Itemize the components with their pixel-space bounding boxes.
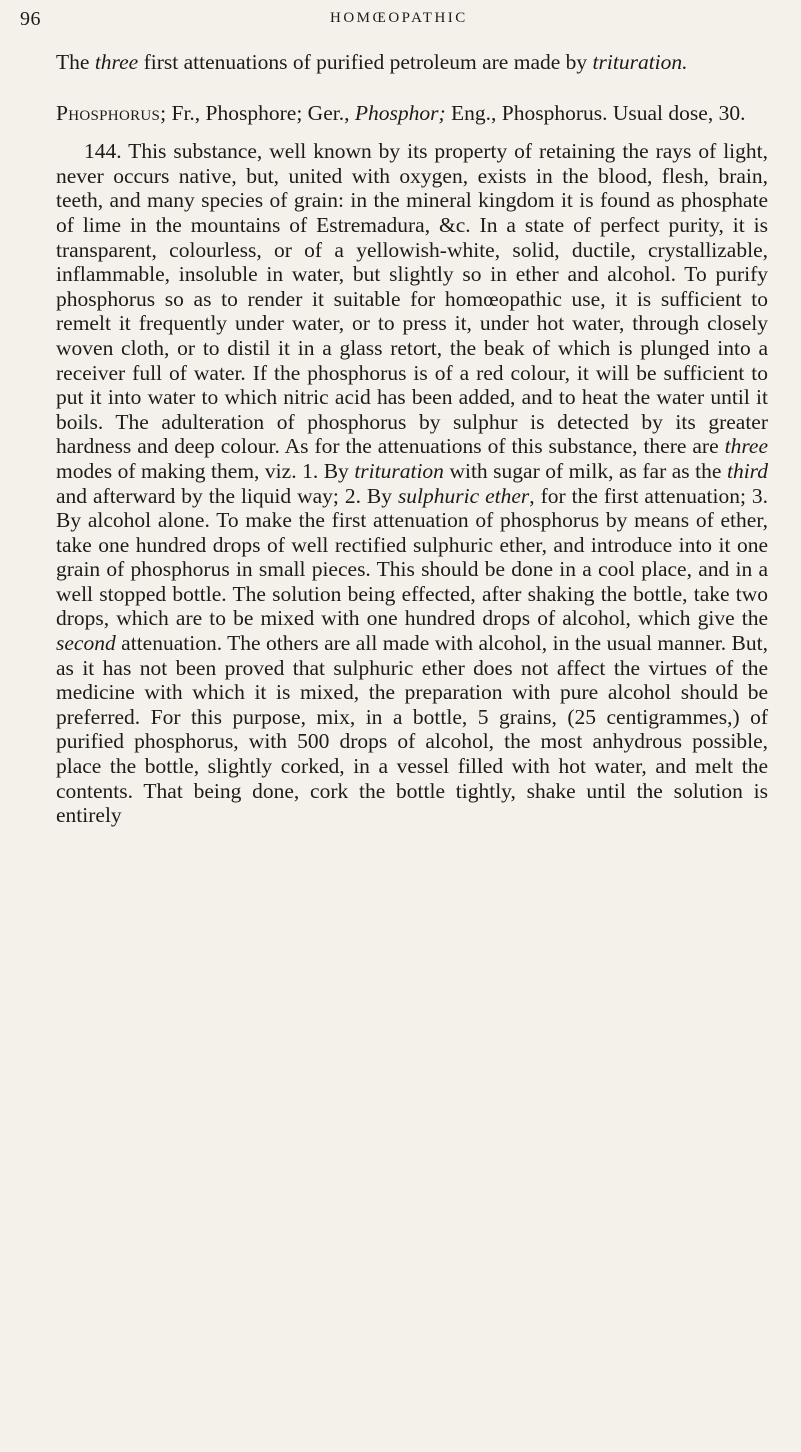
text-span: ; Fr., Phosphore; Ger., xyxy=(160,100,355,125)
intro-paragraph xyxy=(56,50,768,75)
italic-text: sulphuric ether xyxy=(397,483,530,508)
italic-text: Phosphor; xyxy=(354,100,446,125)
text-span: , for the first attenuation; 3. By alcohol alone. To make the first attenuation of phosphorus by means of ether, take one hundred drops of well rectified sulphuric ether, and introduce into it one grain of phosphorus in small pieces. This should be done in a cool place, and in a well stopped bottle. The solution being effected, after shaking the bottle, take two drops, which are to be mixed with one hundred drops of alcohol, which give the xyxy=(56,483,768,631)
text-span: attenuation. The others are all made with alcohol, in the usual manner. But, as it has not been proved that sulphuric ether does not affect the virtues of the medicine with which it is mixed, the preparation with pure alcohol should be preferred. For this purpose, mix, in a bottle, 5 grains, (25 centigrammes,) of purified phosphorus, with 500 drops of alcohol, the most anhydrous possible, place the bottle, slightly corked, in a vessel filled with hot water, and melt the contents. That being done, cork the bottle tightly, shake until the solution is entirely xyxy=(56,631,768,828)
text-span: with sugar of milk, as far as the xyxy=(443,458,727,483)
italic-text: trituration. xyxy=(592,50,688,74)
body-text xyxy=(56,50,768,828)
italic-text: second xyxy=(56,631,116,656)
phosphorus-entry xyxy=(56,101,768,126)
text-span: and afterward by the liquid way; 2. By xyxy=(56,483,398,508)
text-span: Eng., Phosphorus. Usual dose, 30. xyxy=(445,100,746,125)
italic-text: trituration xyxy=(354,458,444,483)
entry-heading: Phosphorus xyxy=(56,100,161,125)
italic-text: three xyxy=(94,50,139,74)
page-number: 96 xyxy=(20,8,41,30)
running-title: HOMŒOPATHIC xyxy=(330,10,468,26)
text-span: modes of making them, viz. 1. By xyxy=(56,458,355,483)
running-head xyxy=(20,8,780,32)
section-144-paragraph xyxy=(56,139,768,828)
text-span: first attenuations of purified petroleum are made by xyxy=(138,50,593,74)
italic-text: three xyxy=(724,434,768,459)
text-span: The xyxy=(56,50,95,74)
text-span: 144. This substance, well known by its property of retaining the rays of light, never occurs native, but, united with oxygen, exists in the blood, flesh, brain, teeth, and many species of grain: in the mineral kingdom it is found as phosphate of lime in the mountains of Estremadura, &c. In a state of perfect purity, it is transparent, colourless, or of a yellowish-white, solid, ductile, crystallizable, inflammable, insoluble in water, but slightly so in ether and alcohol. To purify phosphorus so as to render it suitable for homœopathic use, it is sufficient to remelt it frequently under water, or to press it, under hot water, through closely woven cloth, or to distil it in a glass retort, the beak of which is plunged into a receiver full of water. If the phosphorus is of a red colour, it will be sufficient to put it into water to which nitric acid has been added, and to heat the water until it boils. The adulteration of phosphorus by sulphur is detected by its greater hardness and deep colour. As for the attenuations of this substance, there are xyxy=(56,139,768,459)
italic-text: third xyxy=(726,458,768,483)
